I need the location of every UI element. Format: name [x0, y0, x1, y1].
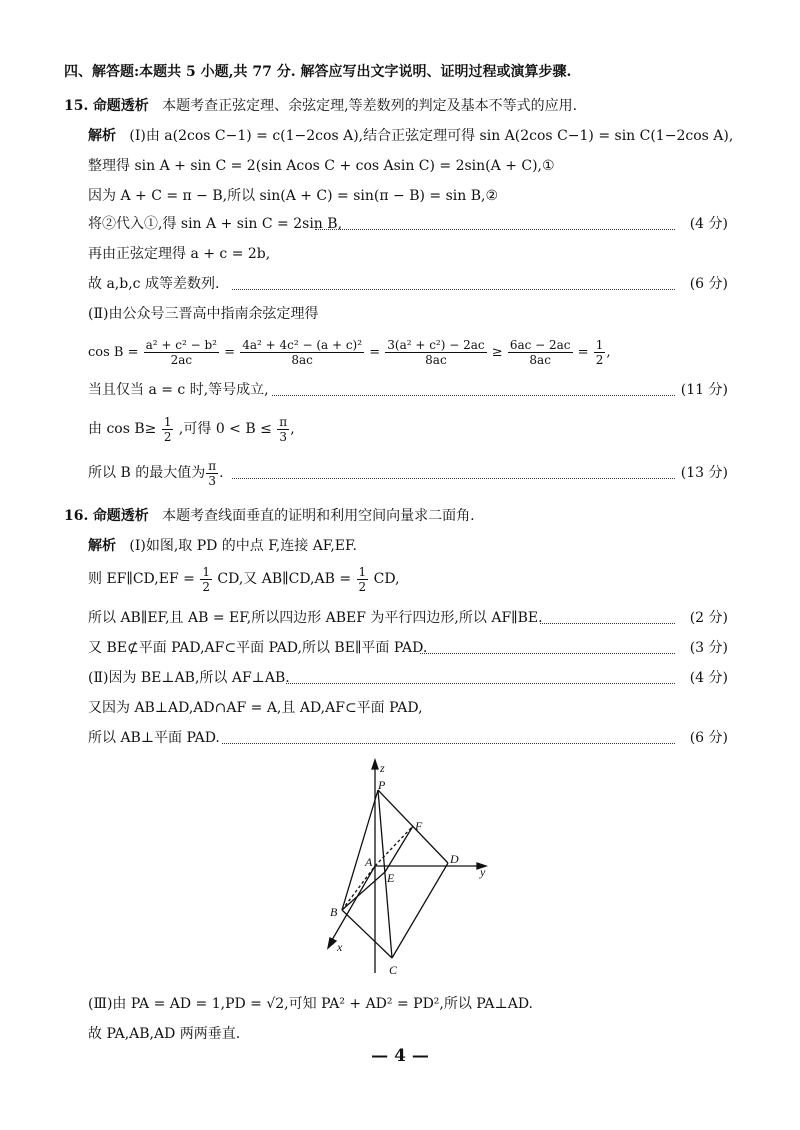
- q15-line-1: [0, 126, 800, 146]
- q16-intent-text: 本题考查线面垂直的证明和利用空间向量求二面角.: [162, 508, 475, 524]
- label-E: E: [387, 871, 395, 885]
- q15-intent-label: 命题透析: [92, 98, 149, 114]
- text: CD,又 AB∥CD,AB =: [217, 571, 352, 587]
- q15-line-3: 因为 A + C = π − B,所以 sin(A + C) = sin(π − B) = sin B,②: [88, 188, 499, 204]
- label-x: x: [337, 940, 343, 954]
- leader-dots: [232, 289, 675, 290]
- text: 由 cos B≥: [88, 421, 157, 437]
- q16-line-7: 所以 AB⊥平面 PAD.: [88, 730, 220, 746]
- q15-number: 15.: [64, 98, 89, 114]
- edge-BC: [342, 910, 392, 958]
- q16-score-6: (6 分): [689, 730, 728, 746]
- fraction: $\frac{\text{3(a² + c²) − 2ac}}{8ac}$: [387, 338, 485, 367]
- q16-line-2: [0, 562, 800, 596]
- label-P: P: [378, 778, 386, 792]
- label-B: B: [330, 905, 338, 919]
- fraction: $\frac{\text{4a² + 4c² − (a + c)²}}{8ac}$: [242, 338, 363, 367]
- edge-AF: [375, 826, 413, 866]
- label-z: z: [380, 761, 385, 775]
- q16-score-3: (3 分): [689, 640, 728, 656]
- pyramid-figure: [320, 758, 510, 983]
- fraction: $\frac{\pi}{3}$: [279, 414, 288, 444]
- q15-line-2: 整理得 sin A + sin C = 2(sin Acos C + cos Asin C) = 2sin(A + C),①: [88, 158, 555, 174]
- fraction: $\frac{\pi}{3}$: [208, 458, 217, 488]
- edge-EF: [385, 826, 413, 872]
- equals: =: [577, 345, 589, 360]
- fraction: $\frac{1}{2}$: [595, 338, 604, 367]
- q15-intent: [0, 96, 800, 116]
- q15-intent-text: 本题考查正弦定理、余弦定理,等差数列的判定及基本不等式的应用.: [162, 98, 578, 114]
- leader-dots: [540, 623, 675, 624]
- label-C: C: [389, 963, 398, 977]
- edge-AB: [342, 866, 375, 910]
- leader-dots: [222, 743, 675, 744]
- q16-line-6: 又因为 AB⊥AD,AD∩AF = A,且 AD,AF⊂平面 PAD,: [88, 700, 423, 716]
- q16-line-5: (Ⅱ)因为 BE⊥AB,所以 AF⊥AB.: [88, 670, 290, 686]
- q16-line-8: (Ⅲ)由 PA = AD = 1,PD = √2,可知 PA² + AD² = PD²,所以 PA⊥AD.: [88, 996, 533, 1012]
- q15-score-11: (11 分): [680, 382, 728, 398]
- q15-text-1: (Ⅰ)由 a(2cos C−1) = c(1−2cos A),结合正弦定理可得 sin A(2cos C−1) = sin C(1−2cos A),: [129, 128, 734, 144]
- leader-dots: [315, 229, 675, 230]
- leader-dots: [272, 395, 675, 396]
- q15-line-7: (Ⅱ)由公众号三晋高中指南余弦定理得: [88, 306, 319, 322]
- text: 所以 B 的最大值为: [88, 465, 206, 481]
- comma: ,: [290, 421, 295, 437]
- comma: ,: [606, 345, 611, 360]
- leader-dots: [286, 683, 675, 684]
- q15-line-4: 将②代入①,得 sin A + sin C = 2sin B,: [88, 216, 343, 232]
- q16-intent: [0, 506, 800, 526]
- geq: ≥: [491, 345, 503, 360]
- edge-CD: [392, 863, 448, 958]
- q15-score-13: (13 分): [680, 465, 728, 481]
- q16-text-1: (Ⅰ)如图,取 PD 的中点 F,连接 AF,EF.: [129, 538, 357, 554]
- label-D: D: [450, 852, 459, 866]
- q16-intent-label: 命题透析: [92, 508, 149, 524]
- leader-dots: [420, 653, 675, 654]
- q15-line-6: 故 a,b,c 成等差数列.: [88, 276, 220, 292]
- label-A: A: [365, 855, 373, 869]
- q15-line-9: 当且仅当 a = c 时,等号成立,: [88, 382, 269, 398]
- z-arrow: [372, 760, 378, 769]
- q16-line-9: 故 PA,AB,AD 两两垂直.: [88, 1026, 241, 1042]
- label-y: y: [480, 865, 486, 879]
- q15-score-4: (4 分): [689, 216, 728, 232]
- fraction: $\frac{1}{2}$: [202, 564, 210, 594]
- fraction: $\frac{\text{a² + c² − b²}}{2ac}$: [145, 338, 217, 367]
- q16-line-4: 又 BE⊄平面 PAD,AF⊂平面 PAD,所以 BE∥平面 PAD.: [88, 640, 428, 656]
- text: 则 EF∥CD,EF =: [88, 571, 195, 587]
- equals: =: [369, 345, 381, 360]
- period: .: [219, 465, 224, 481]
- page-number: — 4 —: [371, 1046, 429, 1066]
- text: CD,: [373, 571, 400, 587]
- section-header: 四、解答题:本题共 5 小题,共 77 分. 解答应写出文字说明、证明过程或演算步骤.: [64, 64, 572, 80]
- q16-analysis-label: 解析: [88, 538, 116, 554]
- x-arrow: [328, 938, 336, 948]
- q15-analysis-label: 解析: [88, 128, 116, 144]
- fraction: $\frac{1}{2}$: [163, 414, 172, 444]
- q15-line-5: 再由正弦定理得 a + c = 2b,: [88, 246, 271, 262]
- q15-line-10: [0, 412, 800, 446]
- text: ,可得 0 < B ≤: [178, 421, 272, 437]
- label-F: F: [415, 819, 423, 833]
- leader-dots: [232, 478, 675, 479]
- q16-score-4: (4 分): [689, 670, 728, 686]
- q16-line-3: 所以 AB∥EF,且 AB = EF,所以四边形 ABEF 为平行四边形,所以 AF∥BE.: [88, 610, 543, 626]
- q15-score-6: (6 分): [689, 276, 728, 292]
- fraction: $\frac{1}{2}$: [358, 564, 367, 594]
- q16-line-1: [0, 536, 800, 556]
- equals: =: [224, 345, 236, 360]
- q16-score-2: (2 分): [689, 610, 728, 626]
- edge-BE: [342, 872, 385, 910]
- q15-cos-formula: [0, 336, 800, 370]
- fraction: $\frac{6ac - 2ac}{8ac}$: [509, 338, 571, 367]
- x-axis: [332, 866, 375, 940]
- formula-lhs: cos B =: [88, 345, 139, 360]
- q16-number: 16.: [64, 508, 89, 524]
